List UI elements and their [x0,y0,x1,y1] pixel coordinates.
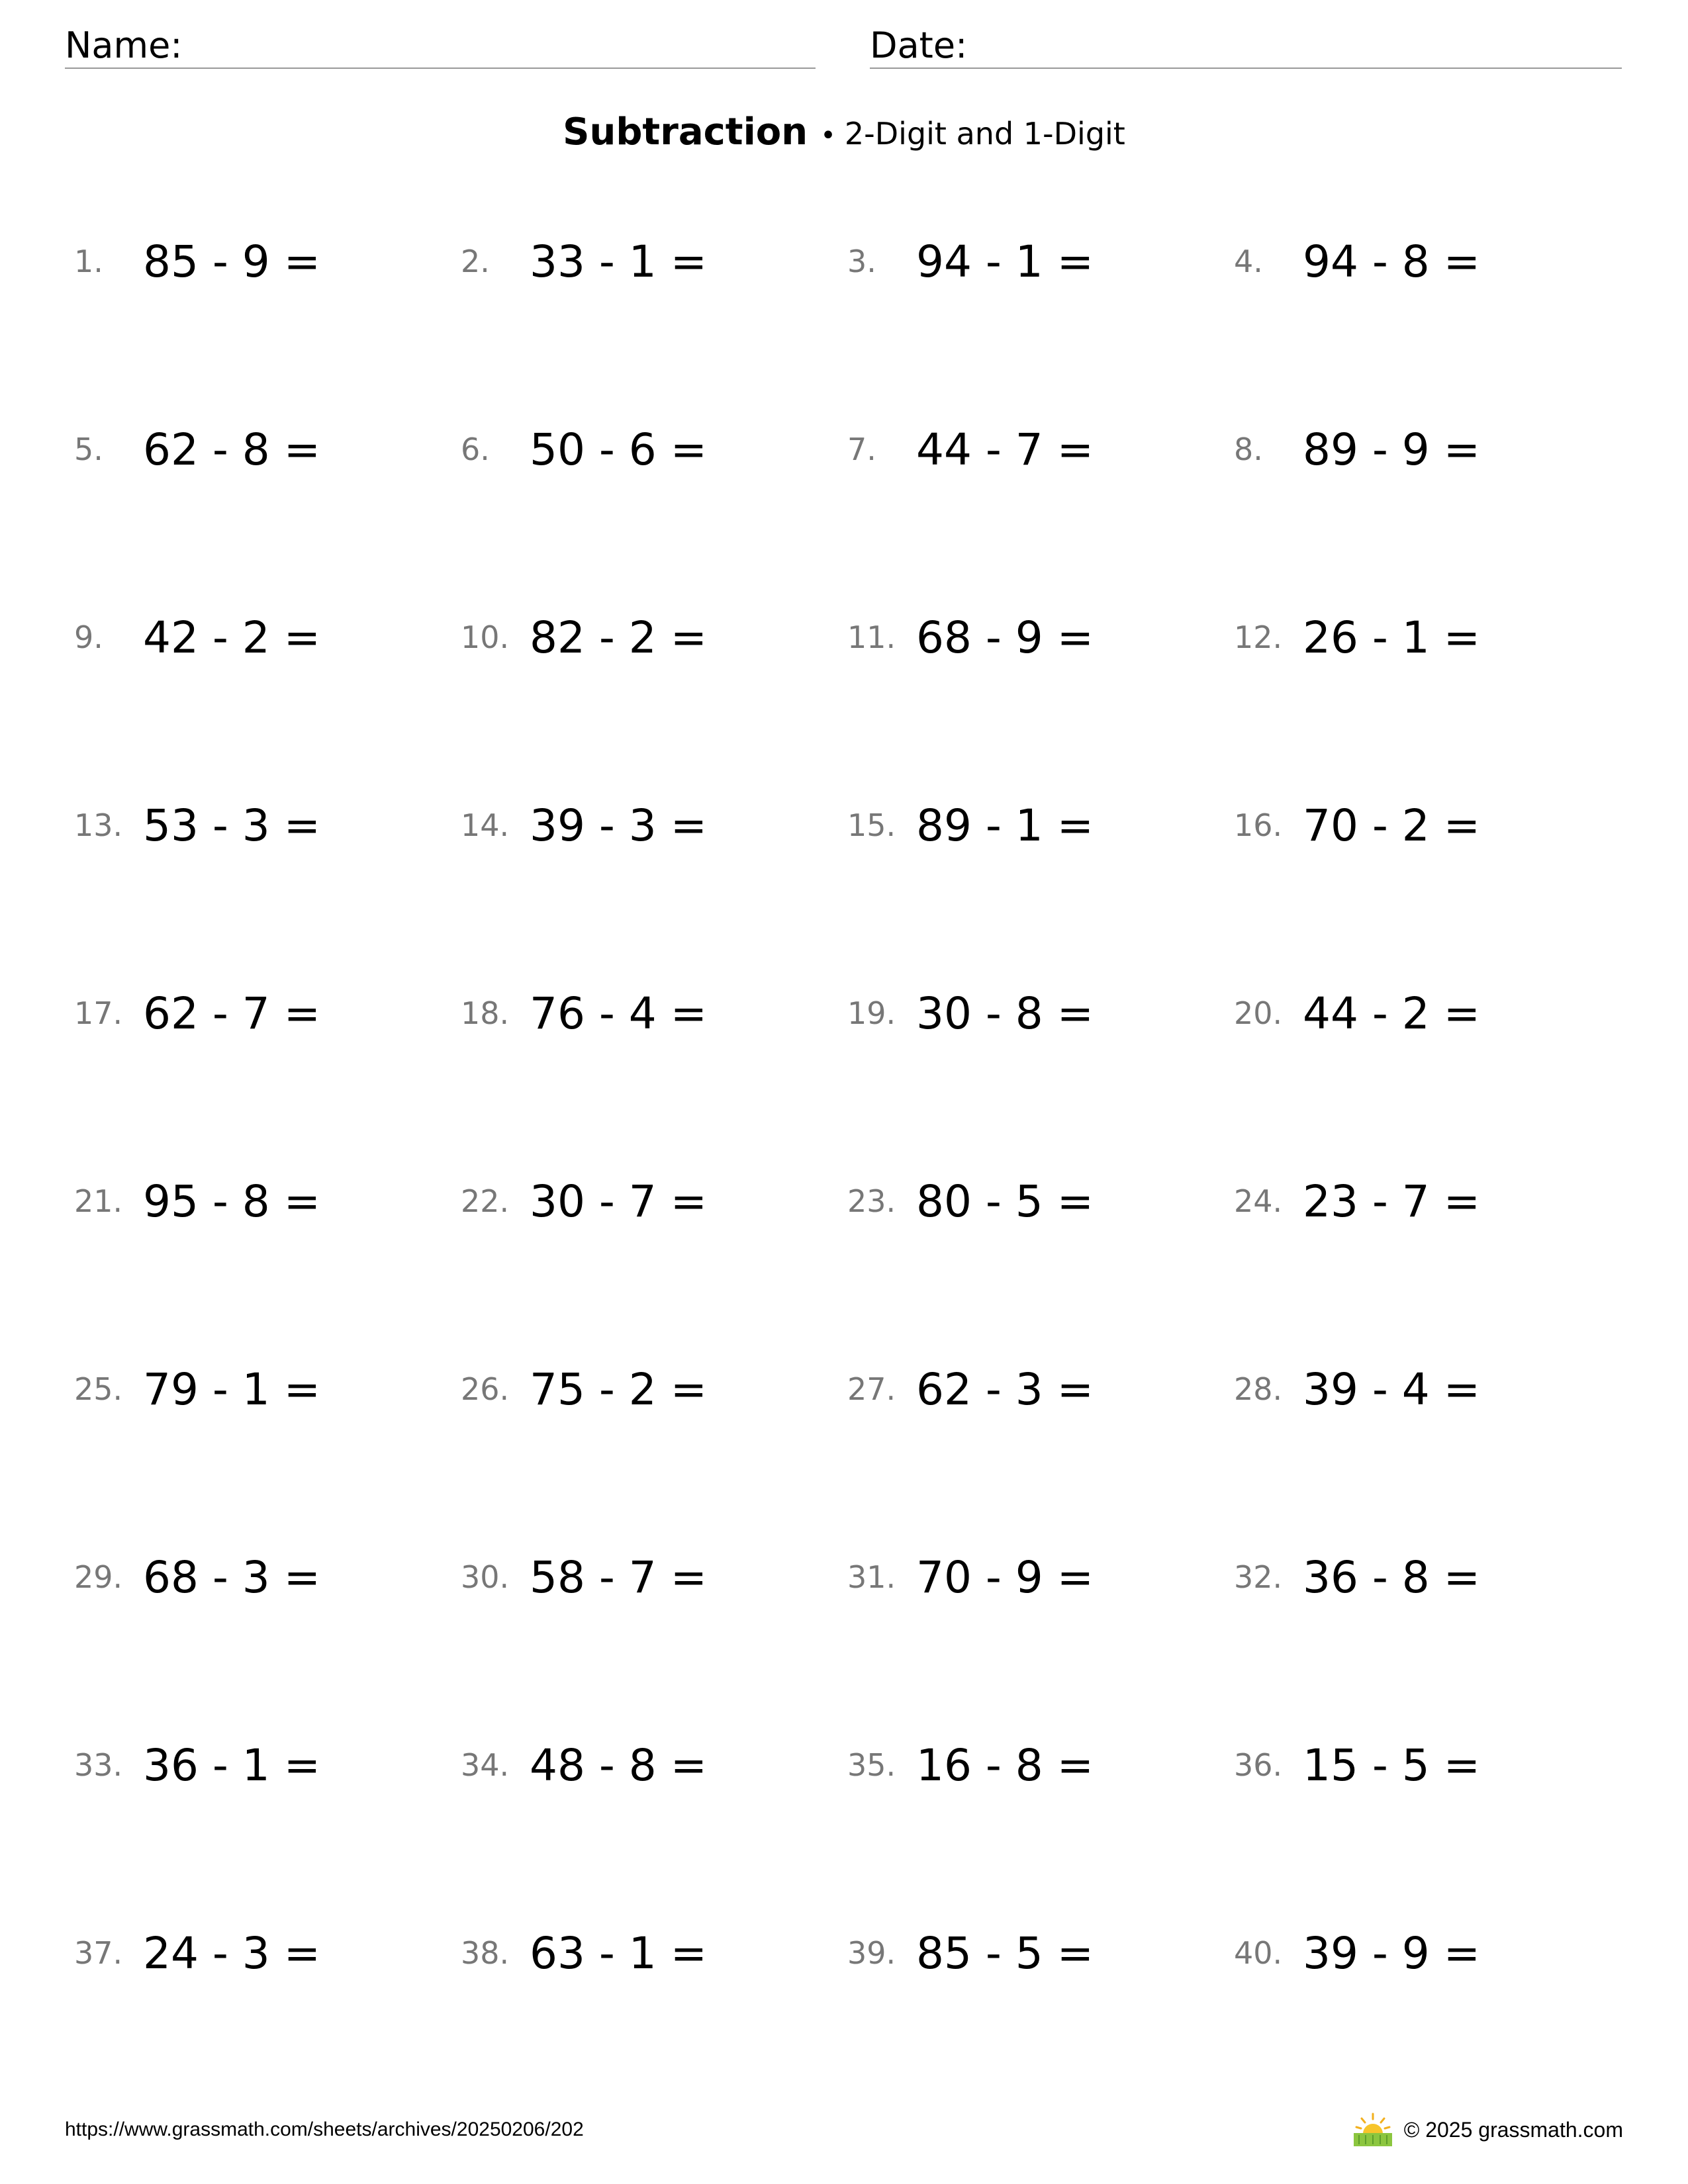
problem-item [74,1158,320,1244]
problem-expression: 62 - 7 = [143,987,321,1039]
problem-item [74,970,320,1056]
problem-item [461,1346,707,1432]
problem-number: 32. [1234,1559,1283,1595]
problem-item [74,218,320,304]
problem-expression: 30 - 8 = [916,987,1094,1039]
problem-item [1234,218,1480,304]
problem-item [1234,970,1480,1056]
problem-number: 12. [1234,619,1283,655]
problem-number: 14. [461,807,510,843]
problem-item [847,1346,1094,1432]
problem-item [461,782,707,868]
problem-expression: 15 - 5 = [1303,1739,1481,1791]
problem-item [1234,1534,1480,1620]
problem-item [74,782,320,868]
problem-expression: 95 - 8 = [143,1175,321,1227]
problem-item [1234,1158,1480,1244]
problem-expression: 26 - 1 = [1303,612,1481,663]
problem-item [1234,1722,1480,1808]
problem-number: 3. [847,244,876,279]
title-main: Subtraction [563,111,808,154]
problem-item [1234,1346,1480,1432]
problem-expression: 85 - 5 = [916,1927,1094,1979]
problem-expression: 44 - 7 = [916,424,1094,475]
problem-number: 30. [461,1559,510,1595]
problem-expression: 63 - 1 = [530,1927,708,1979]
problem-expression: 39 - 9 = [1303,1927,1481,1979]
problem-expression: 36 - 8 = [1303,1551,1481,1603]
problem-item [461,1158,707,1244]
problem-number: 13. [74,807,123,843]
problem-number: 18. [461,995,510,1031]
problem-item [1234,594,1480,680]
problem-item [847,782,1094,868]
problem-expression: 85 - 9 = [143,236,321,287]
name-label: Name: [65,24,183,66]
problem-item [847,970,1094,1056]
problem-item [74,1534,320,1620]
problem-expression: 44 - 2 = [1303,987,1481,1039]
problem-expression: 89 - 9 = [1303,424,1481,475]
problem-item [74,1722,320,1808]
problem-expression: 68 - 9 = [916,612,1094,663]
problem-number: 8. [1234,432,1263,467]
problem-number: 34. [461,1747,510,1783]
problem-number: 31. [847,1559,896,1595]
problem-expression: 80 - 5 = [916,1175,1094,1227]
problem-number: 15. [847,807,896,843]
problem-item [461,970,707,1056]
problem-item [461,218,707,304]
problem-item [461,1910,707,1996]
problem-expression: 23 - 7 = [1303,1175,1481,1227]
problem-number: 19. [847,995,896,1031]
problem-expression: 58 - 7 = [530,1551,708,1603]
problem-item [847,1722,1094,1808]
problem-expression: 68 - 3 = [143,1551,321,1603]
worksheet-title [0,106,1688,167]
title-separator: • [820,120,836,151]
problem-expression: 82 - 2 = [530,612,708,663]
problem-number: 20. [1234,995,1283,1031]
problem-item [1234,1910,1480,1996]
problem-number: 23. [847,1183,896,1219]
problem-number: 40. [1234,1935,1283,1971]
problem-expression: 33 - 1 = [530,236,708,287]
problem-number: 26. [461,1371,510,1407]
problem-number: 7. [847,432,876,467]
problem-expression: 75 - 2 = [530,1363,708,1415]
problem-number: 38. [461,1935,510,1971]
problem-item [847,1534,1094,1620]
problem-number: 29. [74,1559,123,1595]
problem-expression: 70 - 2 = [1303,799,1481,851]
problem-expression: 48 - 8 = [530,1739,708,1791]
problem-item [1234,406,1480,492]
problem-number: 1. [74,244,103,279]
problem-number: 16. [1234,807,1283,843]
problem-expression: 39 - 3 = [530,799,708,851]
sun-over-grass-icon [1351,2111,1395,2148]
problem-number: 21. [74,1183,123,1219]
problem-item [847,406,1094,492]
name-field[interactable] [65,23,816,69]
problem-number: 10. [461,619,510,655]
problem-item [74,1910,320,1996]
problem-item [847,1158,1094,1244]
date-field[interactable] [870,23,1622,69]
problem-expression: 36 - 1 = [143,1739,321,1791]
title-subtitle: 2-Digit and 1-Digit [844,116,1125,152]
problem-expression: 76 - 4 = [530,987,708,1039]
problem-number: 22. [461,1183,510,1219]
problem-number: 24. [1234,1183,1283,1219]
problem-expression: 94 - 1 = [916,236,1094,287]
problem-item [74,1346,320,1432]
footer-copyright: © 2025 grassmath.com [1403,2117,1623,2142]
problem-expression: 39 - 4 = [1303,1363,1481,1415]
problem-expression: 24 - 3 = [143,1927,321,1979]
problem-number: 39. [847,1935,896,1971]
problem-expression: 30 - 7 = [530,1175,708,1227]
problem-expression: 53 - 3 = [143,799,321,851]
problem-expression: 94 - 8 = [1303,236,1481,287]
problem-number: 36. [1234,1747,1283,1783]
problem-number: 17. [74,995,123,1031]
problem-number: 6. [461,432,490,467]
problem-number: 11. [847,619,896,655]
footer-url[interactable]: https://www.grassmath.com/sheets/archives/20250206/202 [65,2118,584,2140]
problem-expression: 70 - 9 = [916,1551,1094,1603]
problem-item [461,406,707,492]
problem-number: 27. [847,1371,896,1407]
problem-expression: 79 - 1 = [143,1363,321,1415]
problem-item [847,1910,1094,1996]
problem-number: 9. [74,619,103,655]
problem-expression: 62 - 3 = [916,1363,1094,1415]
problem-number: 33. [74,1747,123,1783]
problem-item [461,1534,707,1620]
problem-number: 4. [1234,244,1263,279]
problem-expression: 42 - 2 = [143,612,321,663]
problem-number: 5. [74,432,103,467]
problem-item [74,594,320,680]
problem-number: 35. [847,1747,896,1783]
date-label: Date: [870,24,968,66]
problem-item [74,406,320,492]
problem-item [847,594,1094,680]
problem-item [461,1722,707,1808]
problem-item [461,594,707,680]
problem-item [1234,782,1480,868]
problem-number: 25. [74,1371,123,1407]
problem-item [847,218,1094,304]
problem-number: 28. [1234,1371,1283,1407]
footer-brand [1351,2111,1623,2148]
problem-expression: 50 - 6 = [530,424,708,475]
problem-number: 2. [461,244,490,279]
problem-expression: 16 - 8 = [916,1739,1094,1791]
problem-number: 37. [74,1935,123,1971]
problem-expression: 89 - 1 = [916,799,1094,851]
problem-expression: 62 - 8 = [143,424,321,475]
